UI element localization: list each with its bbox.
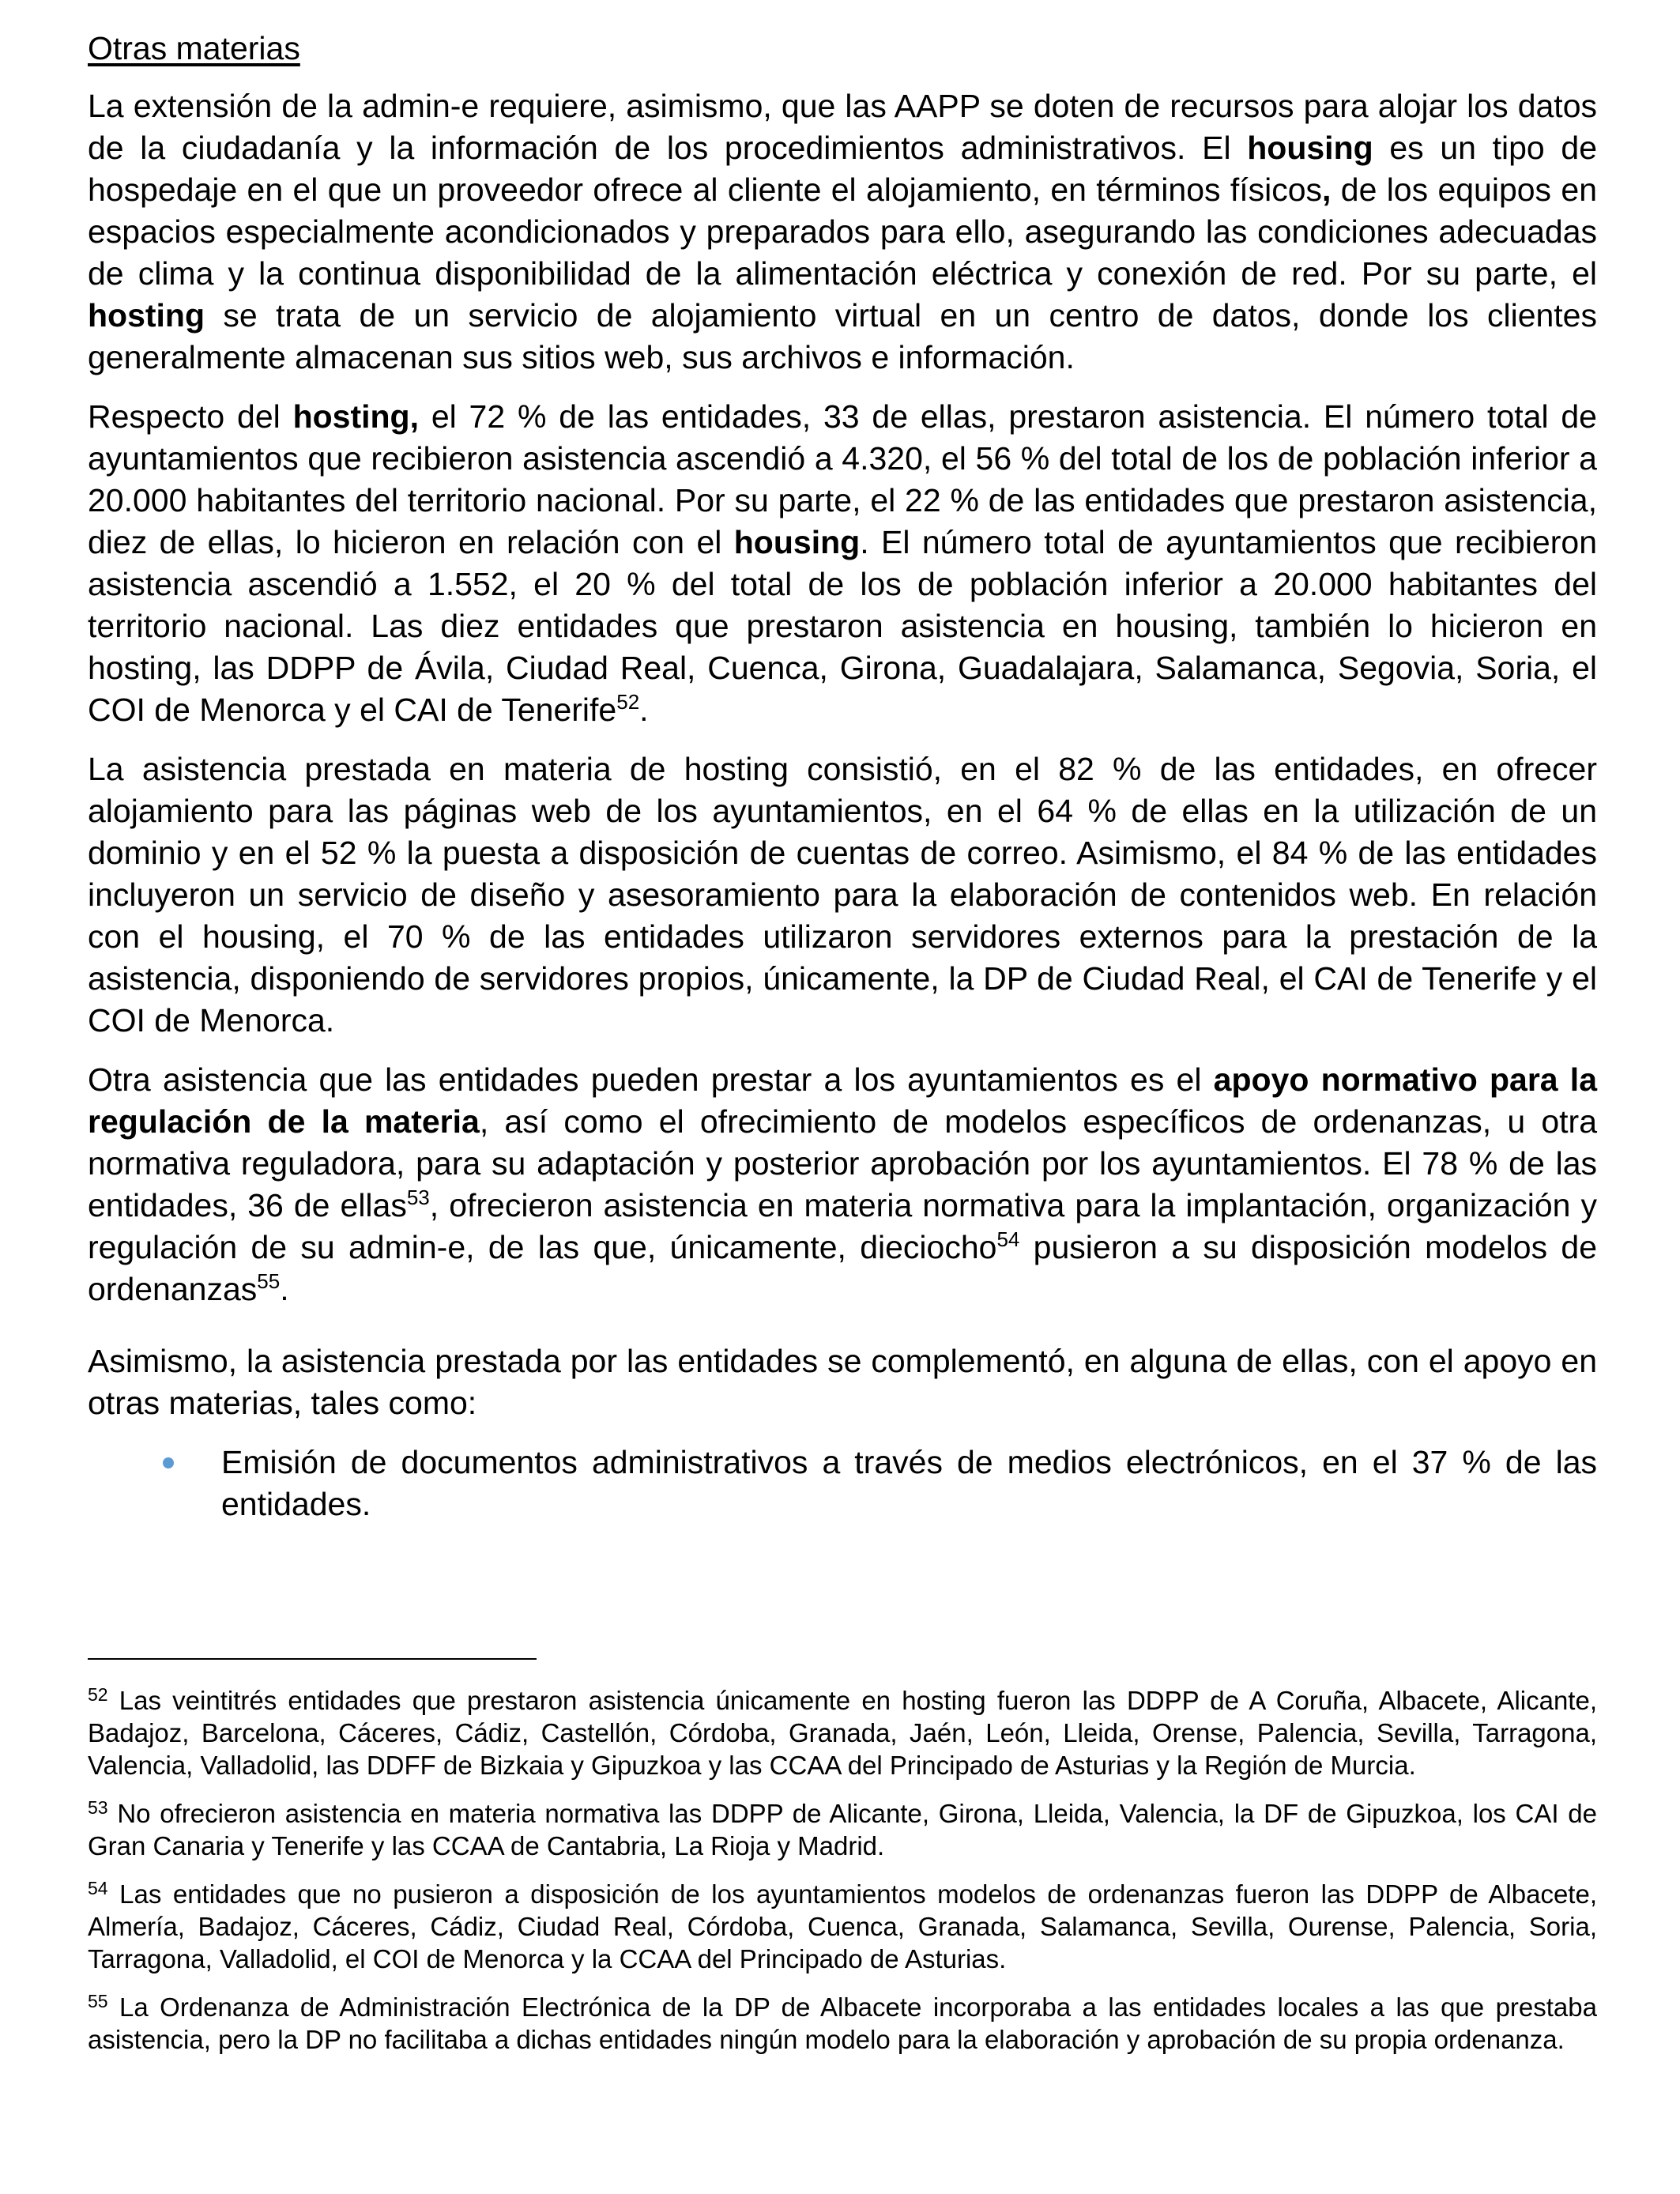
paragraph-hosting-housing-stats [88,396,1597,731]
bold-term-housing: housing [1247,130,1373,166]
text-run: . [639,692,649,728]
text-run: es un tipo de hospedaje en el que un proveedor ofrece al cliente el alojamiento, en términos físicos [88,130,1597,208]
text-run: . El número total de ayuntamientos que recibieron asistencia ascendió a 1.552, el 20 % del total de los de población inferior a 20.000 habitantes del territorio nacional. Las diez entidades que prestaron asistencia en housing, también lo hicieron en hosting, las DDPP de Ávila, Ciudad Real, Cuenca, Girona, Guadalajara, Salamanca, Segovia, Soria, el COI de Menorca y el CAI de Tenerife [88,524,1597,728]
text-run: , ofrecieron asistencia en materia normativa para la implantación, organización y regulación de su admin-e, de las que, únicamente, dieciocho [88,1187,1597,1265]
paragraph-other-matters-intro: Asimismo, la asistencia prestada por las entidades se complementó, en alguna de ellas, con el apoyo en otras materias, tales como: [88,1343,1597,1421]
bold-comma: , [1322,172,1332,208]
footnote-ref-55[interactable]: 55 [257,1269,281,1293]
bold-term-apoyo-normativo: apoyo normativo para la regulación de la materia [88,1061,1597,1140]
text-run: se trata de un servicio de alojamiento virtual en un centro de datos, donde los clientes generalmente almacenan sus sitios web, sus archivos e información. [88,297,1597,375]
bullet-dot-icon [163,1457,174,1468]
text-run: el 72 % de las entidades, 33 de ellas, prestaron asistencia. El número total de ayuntamientos que recibieron asistencia ascendió a 4.320, el 56 % del total de los de población inferior a 20.000 habitantes del territorio nacional. Por su parte, el 22 % de las entidades que prestaron asistencia, diez de ellas, lo hicieron en relación con el [88,398,1597,560]
footnote-number: 55 [88,1991,108,2011]
bold-term-hosting: hosting, [292,398,419,435]
footnote-55 [88,1991,1597,2056]
bullet-item [88,1442,1597,1525]
footnote-text: No ofrecieron asistencia en materia normativa las DDPP de Alicante, Girona, Lleida, Valencia, la DF de Gipuzkoa, los CAI de Gran Canaria y Tenerife y las CCAA de Cantabria, La Rioja y Madrid. [88,1799,1597,1860]
footnote-separator [88,1658,537,1660]
section-heading: Otras materias [88,30,300,66]
text-run: pusieron a su disposición modelos de ordenanzas [88,1229,1597,1307]
footnote-text: Las entidades que no pusieron a disposición de los ayuntamientos modelos de ordenanzas fueron las DDPP de Albacete, Almería, Badajoz, Cáceres, Cádiz, Ciudad Real, Córdoba, Cuenca, Granada, Salamanca, Sevilla, Ourense, Palencia, Soria, Tarragona, Valladolid, el COI de Menorca y la CCAA del Principado de Asturias. [88,1879,1597,1973]
text-run: . [280,1271,289,1307]
bullet-text: Emisión de documentos administrativos a través de medios electrónicos, en el 37 % de las entidades. [221,1444,1597,1522]
text-run: de los equipos en espacios especialmente acondicionados y preparados para ello, asegurando las condiciones adecuadas de clima y la continua disponibilidad de la alimentación eléctrica y conexión de red. Por su parte, el [88,172,1597,292]
footnote-number: 52 [88,1684,108,1705]
footnote-ref-52[interactable]: 52 [616,690,640,714]
text-run: , así como el ofrecimiento de modelos específicos de ordenanzas, u otra normativa reguladora, para su adaptación y posterior aprobación por los ayuntamientos. El 78 % de las entidades, 36 de ellas [88,1103,1597,1223]
paragraph-normative-support [88,1059,1597,1310]
footnote-54 [88,1878,1597,1975]
footnote-ref-54[interactable]: 54 [996,1227,1020,1251]
paragraph-hosting-services: La asistencia prestada en materia de hosting consistió, en el 82 % de las entidades, en ofrecer alojamiento para las páginas web de los ayuntamientos, en el 64 % de ellas en la utilización de un dominio y en el 52 % la puesta a disposición de cuentas de correo. Asimismo, el 84 % de las entidades incluyeron un servicio de diseño y asesoramiento para la elaboración de contenidos web. En relación con el housing, el 70 % de las entidades utilizaron servidores externos para la prestación de la asistencia, disponiendo de servidores propios, únicamente, la DP de Ciudad Real, el CAI de Tenerife y el COI de Menorca. [88,751,1597,1039]
footnote-text: Las veintitrés entidades que prestaron asistencia únicamente en hosting fueron las DDPP de A Coruña, Albacete, Alicante, Badajoz, Barcelona, Cáceres, Cádiz, Castellón, Córdoba, Granada, Jaén, León, Lleida, Orense, Palencia, Sevilla, Tarragona, Valencia, Valladolid, las DDFF de Bizkaia y Gipuzkoa y las CCAA del Principado de Asturias y la Región de Murcia. [88,1686,1597,1780]
bullet-list [88,1442,1597,1525]
bold-term-housing: housing [733,524,861,560]
footnote-number: 54 [88,1878,108,1898]
footnote-number: 53 [88,1797,108,1818]
text-run: Otra asistencia que las entidades pueden prestar a los ayuntamientos es el [88,1061,1214,1098]
footnote-53 [88,1797,1597,1862]
bold-term-hosting: hosting [88,297,205,334]
footnote-ref-53[interactable]: 53 [406,1186,430,1209]
text-run: Respecto del [88,398,293,435]
footnote-text: La Ordenanza de Administración Electrónica de la DP de Albacete incorporaba a las entidades locales a las que prestaba asistencia, pero la DP no facilitaba a dichas entidades ningún modelo para la elaboración y aprobación de su propia ordenanza. [88,1992,1597,2054]
footnote-52 [88,1684,1597,1781]
paragraph-housing-hosting-definition [88,85,1597,379]
page-body [88,24,1597,1525]
footnotes [88,1684,1597,2071]
text-run: La extensión de la admin-e requiere, asimismo, que las AAPP se doten de recursos para alojar los datos de la ciudadanía y la información de los procedimientos administrativos. El [88,88,1597,166]
